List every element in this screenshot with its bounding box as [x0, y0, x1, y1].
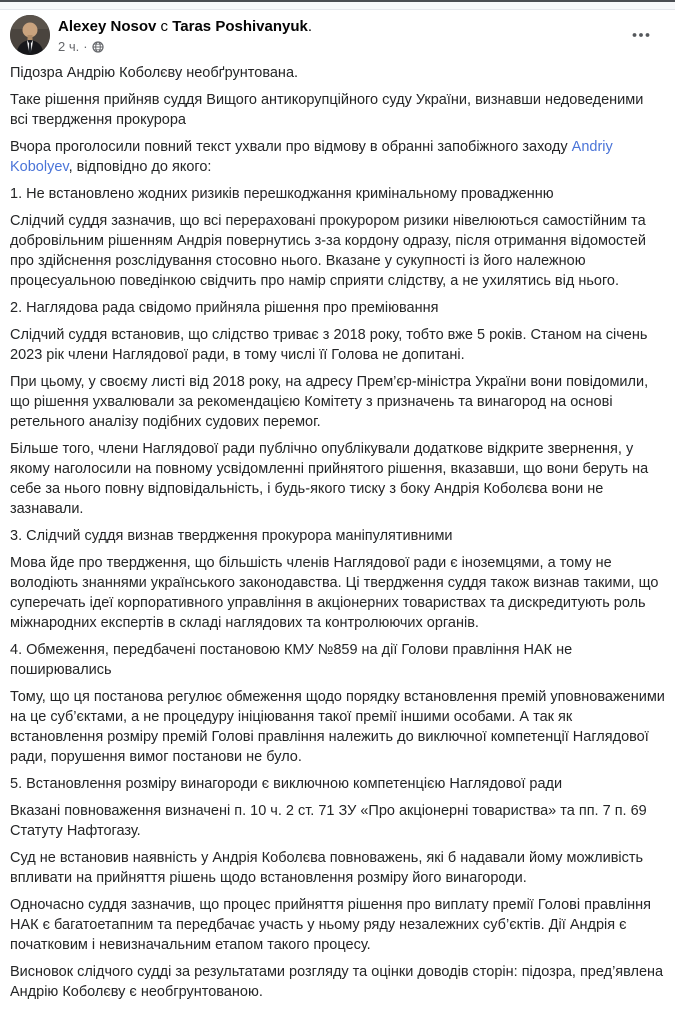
paragraph-text: Суд не встановив наявність у Андрія Коболєва повноважень, які б надавали йому можливість впливати на прийняття рішень щодо встановлення розміру його винагороди. — [10, 850, 648, 886]
post-paragraph — [10, 895, 665, 955]
post-paragraph — [10, 801, 665, 841]
post-paragraph — [10, 325, 665, 365]
post-paragraph — [10, 439, 665, 519]
paragraph-text: , відповідно до якого: — [68, 159, 212, 175]
post-meta-line — [58, 39, 625, 55]
paragraph-text: Висновок слідчого судді за результатами розгляду та оцінки доводів сторін: підозра, пред’явлена Андрію Коболєву є необгрунтованою. — [10, 964, 668, 1000]
paragraph-text: 3. Слідчий суддя визнав твердження прокурора маніпулятивними — [10, 528, 453, 544]
paragraph-text: Вказані повноваження визначені п. 10 ч. 2 ст. 71 ЗУ «Про акціонерні товариства» та пп. 7 п. 69 Статуту Нафтогазу. — [10, 803, 651, 839]
post-paragraph — [10, 553, 665, 633]
page-background-strip — [0, 2, 675, 10]
paragraph-text: Тому, що ця постанова регулює обмеження щодо порядку встановлення премій уповноваженими на це суб’єктами, а не процедуру ініціювання такої премії іншими особами. А так як встановлення розміру премій Голові правління належить до виключної компетенції Наглядової ради, порушення вимог постанови не було. — [10, 689, 669, 765]
post-paragraph — [10, 63, 665, 83]
timestamp[interactable]: 2 ч. — [58, 39, 80, 54]
post-paragraph — [10, 298, 665, 318]
post-card — [0, 10, 675, 1002]
paragraph-text: Одночасно суддя зазначив, що процес прийняття рішення про виплату премії Голові правління НАК є багатоетапним та передбачає участь у ньому ряду незалежних суб’єктів. Дії Андрія є початковим і невизначальним етапом такого процесу. — [10, 897, 656, 953]
paragraph-text: 5. Встановлення розміру винагороди є виключною компетенцією Наглядової ради — [10, 776, 563, 792]
paragraph-text: Слідчий суддя встановив, що слідство триває з 2018 року, тобто вже 5 років. Станом на січень 2023 рік члени Наглядової ради, в тому числі її Голова не допитані. — [10, 327, 652, 363]
post-paragraph — [10, 962, 668, 1002]
avatar[interactable] — [10, 15, 50, 55]
post-header-text — [58, 15, 625, 55]
paragraph-text: Підозра Андрію Коболєву необґрунтована. — [10, 65, 299, 81]
post-header — [0, 10, 675, 55]
post-paragraph — [10, 848, 665, 888]
meta-separator: · — [83, 39, 88, 54]
paragraph-text: Більше того, члени Наглядової ради публічно опублікували додаткове відкрите звернення, у якому наголосили на повному усвідомленні прийнятого рішення, вказавши, що вони беруть на себе за нього повну відповідальність, і будь-якого тиску з боку Андрія Коболєва вони не зазнавали. — [10, 441, 653, 517]
post-author-line — [58, 17, 625, 36]
post-paragraph — [10, 211, 665, 291]
paragraph-text: 1. Не встановлено жодних ризиків перешкоджання кримінальному провадженню — [10, 186, 554, 202]
post-paragraph — [10, 687, 669, 767]
name-suffix: . — [307, 18, 313, 35]
tagged-profile-inline-link[interactable]: Andriy Kobolyev — [10, 139, 617, 175]
more-options-button[interactable] — [625, 19, 657, 51]
ellipsis-icon — [631, 25, 651, 45]
post-paragraph — [10, 640, 665, 680]
globe-icon — [92, 41, 104, 53]
post-paragraph — [10, 90, 665, 130]
paragraph-text: Вчора проголосили повний текст ухвали про відмову в обранні запобіжного заходу — [10, 139, 572, 155]
paragraph-text: Слідчий суддя зазначив, що всі перераховані прокурором ризики нівелюються самостійним та добровільним рішенням Андрія повернутись з-за кордону одразу, після отримання відомостей про здійснення розслідування стосовно нього. Вказане у сукупності із його належною процесуальною поведінкою свідчить про намір сприяти слідству, а не ухилятись від нього. — [10, 213, 650, 289]
post-paragraph — [10, 184, 665, 204]
paragraph-text: Таке рішення прийняв суддя Вищого антикорупційного суду України, визнавши недоведеними всі твердження прокурора — [10, 92, 648, 128]
paragraph-text: При цьому, у своєму листі від 2018 року, на адресу Прем’єр-міністра України вони повідомили, що рішення ухвалювали за рекомендацією Комітету з призначень та винагород на основі ретельного аналізу подібних судових перемог. — [10, 374, 653, 430]
author-name-link[interactable]: Alexey Nosov — [58, 18, 157, 35]
tagged-name-link[interactable]: Taras Poshivanyuk — [172, 18, 308, 35]
post-text — [0, 55, 675, 1002]
avatar-photo — [10, 15, 50, 55]
with-connector: с — [156, 18, 173, 35]
paragraph-text: Мова йде про твердження, що більшість членів Наглядової ради є іноземцями, а тому не володіють знаннями українського законодавства. Ці твердження суддя також визнав такими, що суперечать ідеї корпоративного управління в акціонерних товариствах та дискредитують роль міжнародних експертів в складі наглядових та контролюючих органів. — [10, 555, 663, 631]
paragraph-text: 4. Обмеження, передбачені постановою КМУ №859 на дії Голови правління НАК не поширювались — [10, 642, 577, 678]
paragraph-text: 2. Наглядова рада свідомо прийняла рішення про преміювання — [10, 300, 439, 316]
post-paragraph — [10, 372, 665, 432]
post-paragraph — [10, 137, 665, 177]
post-paragraph — [10, 526, 665, 546]
post-paragraph — [10, 774, 665, 794]
